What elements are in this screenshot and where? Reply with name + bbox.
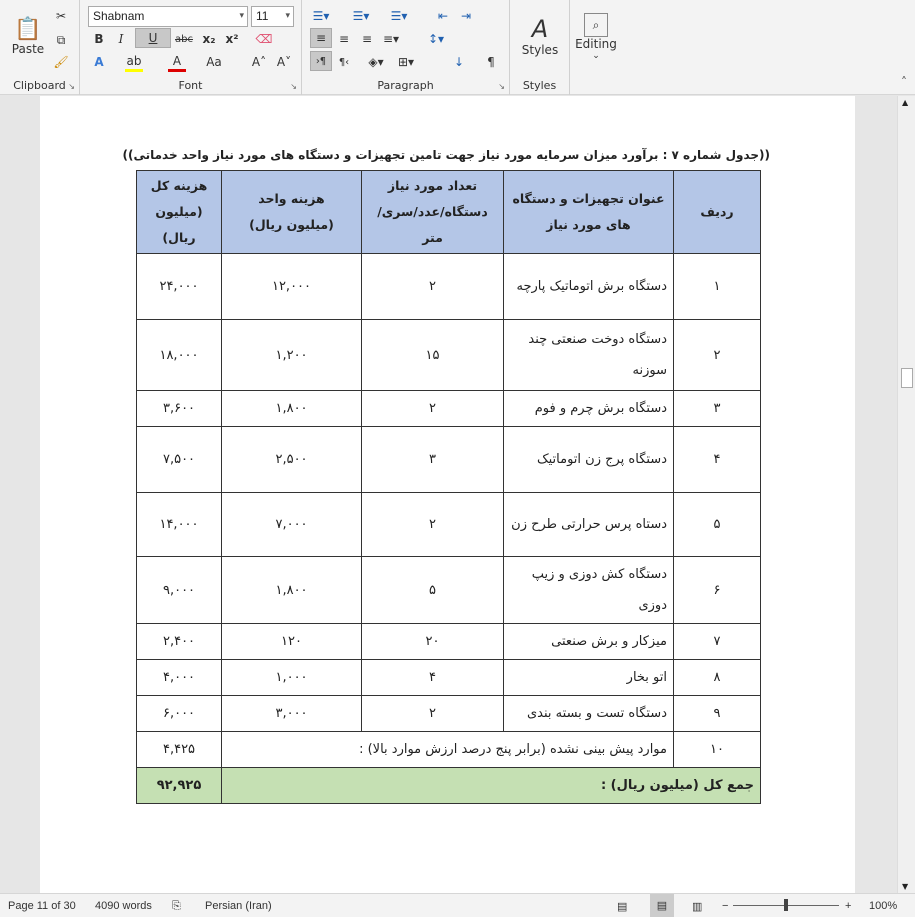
- cell-total-label: جمع کل (میلیون ریال) :: [222, 768, 761, 804]
- font-name-select[interactable]: Shabnam ▾: [88, 6, 248, 27]
- cell-total-value: ۹۲,۹۲۵: [137, 768, 222, 804]
- cell-unit-cost: ۲,۵۰۰: [222, 427, 362, 493]
- cell-total-cost: ۲,۴۰۰: [137, 624, 222, 660]
- cell-quantity: ۲: [362, 391, 504, 427]
- line-spacing-icon[interactable]: ↕▾: [427, 32, 445, 46]
- cell-equipment-title: دستگاه پرج زن اتوماتیک: [504, 427, 674, 493]
- status-bar: [0, 893, 915, 917]
- styles-label: Styles: [522, 79, 557, 92]
- cell-quantity: ۴: [362, 660, 504, 696]
- font-label: Font: [178, 79, 203, 92]
- justify-icon[interactable]: ≡▾: [382, 32, 400, 46]
- table-row: [137, 624, 761, 660]
- cell-unit-cost: ۳,۰۰۰: [222, 696, 362, 732]
- cell-row-number: ۸: [674, 660, 761, 696]
- decrease-indent-icon[interactable]: ⇤: [437, 9, 449, 23]
- cell-quantity: ۱۵: [362, 320, 504, 391]
- cell-unit-cost: ۱۲,۰۰۰: [222, 254, 362, 320]
- dialog-launcher-icon[interactable]: ↘: [498, 82, 505, 91]
- ltr-direction-icon[interactable]: ›¶: [310, 51, 332, 71]
- increase-indent-icon[interactable]: ⇥: [460, 9, 472, 23]
- sort-icon[interactable]: ↓: [453, 55, 465, 69]
- cell-quantity: ۲: [362, 696, 504, 732]
- cell-row-number: ۱۰: [674, 732, 761, 768]
- read-mode-icon[interactable]: ▤: [617, 901, 628, 913]
- cell-total-cost: ۱۴,۰۰۰: [137, 493, 222, 557]
- table-row: [137, 254, 761, 320]
- cell-unforeseen-label: موارد پیش بینی نشده (برابر پنج درصد ارزش موارد بالا) :: [222, 732, 674, 768]
- cell-unit-cost: ۷,۰۰۰: [222, 493, 362, 557]
- subscript-button[interactable]: x₂: [202, 32, 216, 46]
- zoom-slider[interactable]: [733, 905, 839, 906]
- cell-equipment-title: دستگاه برش اتوماتیک پارچه: [504, 254, 674, 320]
- cell-unit-cost: ۱,۸۰۰: [222, 391, 362, 427]
- cell-equipment-title: دستاه پرس حرارتی طرح زن: [504, 493, 674, 557]
- chevron-down-icon: ▾: [239, 10, 244, 20]
- superscript-button[interactable]: x²: [225, 32, 239, 46]
- table-row: [137, 427, 761, 493]
- cut-icon[interactable]: ✂: [55, 9, 67, 23]
- cell-unit-cost: ۱۲۰: [222, 624, 362, 660]
- strikethrough-button[interactable]: abc: [175, 33, 193, 45]
- page-count[interactable]: Page 11 of 30: [8, 900, 76, 912]
- styles-icon: A: [531, 14, 549, 43]
- clipboard-label: Clipboard: [13, 79, 66, 92]
- cell-equipment-title: میزکار و برش صنعتی: [504, 624, 674, 660]
- paragraph-label: Paragraph: [377, 79, 434, 92]
- underline-button[interactable]: U: [135, 28, 171, 48]
- zoom-level[interactable]: 100%: [869, 900, 898, 912]
- total-row: [137, 768, 761, 804]
- cell-unit-cost: ۱,۲۰۰: [222, 320, 362, 391]
- cell-row-number: ۴: [674, 427, 761, 493]
- header-unit-cost: هزینه واحد (میلیون ریال): [222, 171, 362, 254]
- proofing-icon[interactable]: ⎘: [172, 900, 181, 912]
- cell-equipment-title: دستگاه دوخت صنعتی چند سوزنه: [504, 320, 674, 391]
- web-layout-icon[interactable]: ▥: [692, 901, 703, 913]
- cell-total-cost: ۷,۵۰۰: [137, 427, 222, 493]
- align-left-icon[interactable]: ≡: [310, 28, 332, 48]
- styles-button[interactable]: A Styles: [521, 14, 559, 57]
- header-total-cost: هزینه کل (میلیون ریال): [137, 171, 222, 254]
- cell-quantity: ۲: [362, 493, 504, 557]
- table-row: [137, 493, 761, 557]
- rtl-direction-icon[interactable]: ¶‹: [338, 56, 350, 68]
- table-row: [137, 320, 761, 391]
- vertical-scrollbar[interactable]: [897, 96, 915, 893]
- cell-row-number: ۳: [674, 391, 761, 427]
- cell-equipment-title: دستگاه کش دوزی و زیپ دوزی: [504, 557, 674, 624]
- table-row: [137, 557, 761, 624]
- cell-row-number: ۹: [674, 696, 761, 732]
- multilevel-list-icon[interactable]: ☰▾: [390, 9, 408, 23]
- cell-equipment-title: اتو بخار: [504, 660, 674, 696]
- header-quantity: تعداد مورد نیاز دستگاه/عدد/سری/متر: [362, 171, 504, 254]
- paste-button[interactable]: 📋 Paste: [11, 16, 45, 56]
- cell-total-cost: ۹,۰۰۰: [137, 557, 222, 624]
- cell-unforeseen-value: ۴,۴۲۵: [137, 732, 222, 768]
- clear-formatting-icon[interactable]: ⌫: [255, 32, 273, 46]
- highlight-icon[interactable]: ab: [125, 52, 143, 72]
- align-center-icon[interactable]: ≡: [338, 32, 350, 46]
- cell-row-number: ۶: [674, 557, 761, 624]
- font-group: [80, 0, 302, 95]
- header-row-number: ردیف: [674, 171, 761, 254]
- scroll-up-icon[interactable]: ▲: [902, 98, 909, 107]
- collapse-ribbon-icon[interactable]: ˄: [901, 75, 907, 89]
- scroll-down-icon[interactable]: ▼: [902, 882, 909, 891]
- cell-total-cost: ۴,۰۰۰: [137, 660, 222, 696]
- cell-row-number: ۵: [674, 493, 761, 557]
- align-right-icon[interactable]: ≡: [361, 32, 373, 46]
- grow-font-button[interactable]: A˄: [251, 55, 267, 69]
- cell-row-number: ۷: [674, 624, 761, 660]
- shading-icon[interactable]: ◈▾: [368, 55, 384, 69]
- search-icon: ⌕: [584, 13, 608, 37]
- scrollbar-thumb[interactable]: [901, 368, 913, 388]
- font-size-select[interactable]: 11 ▾: [251, 6, 294, 27]
- zoom-out-button[interactable]: −: [722, 900, 729, 912]
- print-layout-icon[interactable]: ▤: [650, 894, 674, 917]
- table-row: [137, 696, 761, 732]
- format-painter-icon[interactable]: 🖌: [53, 55, 69, 69]
- zoom-in-button[interactable]: +: [845, 900, 852, 912]
- word-count[interactable]: 4090 words: [95, 900, 152, 912]
- cell-unit-cost: ۱,۰۰۰: [222, 660, 362, 696]
- copy-icon[interactable]: ⧉: [56, 32, 66, 47]
- cell-row-number: ۲: [674, 320, 761, 391]
- bullets-icon[interactable]: ☰▾: [312, 9, 330, 23]
- font-color-icon[interactable]: A: [168, 52, 186, 72]
- cell-total-cost: ۳,۶۰۰: [137, 391, 222, 427]
- cell-quantity: ۲: [362, 254, 504, 320]
- editing-button[interactable]: ⌕ Editing ⌄: [574, 6, 618, 68]
- cell-total-cost: ۶,۰۰۰: [137, 696, 222, 732]
- cell-quantity: ۳: [362, 427, 504, 493]
- header-equipment-title: عنوان تجهیزات و دستگاه های مورد نیاز: [504, 171, 674, 254]
- cell-equipment-title: دستگاه تست و بسته بندی: [504, 696, 674, 732]
- styles-group: [510, 0, 570, 95]
- shrink-font-button[interactable]: A˅: [276, 55, 292, 69]
- bold-button[interactable]: B: [94, 32, 104, 46]
- table-row: [137, 391, 761, 427]
- borders-icon[interactable]: ⊞▾: [397, 55, 415, 69]
- italic-button[interactable]: I: [118, 32, 124, 46]
- clipboard-icon: 📋: [14, 16, 42, 42]
- cell-quantity: ۲۰: [362, 624, 504, 660]
- page: [40, 96, 855, 893]
- table-header-row: [137, 171, 761, 254]
- paragraph-group: [302, 0, 510, 95]
- unforeseen-row: [137, 732, 761, 768]
- table-row: [137, 660, 761, 696]
- cell-equipment-title: دستگاه برش چرم و فوم: [504, 391, 674, 427]
- clipboard-group: [0, 0, 80, 95]
- chevron-down-icon: ⌄: [592, 51, 600, 61]
- document-area: [0, 96, 897, 893]
- language[interactable]: Persian (Iran): [205, 900, 272, 912]
- zoom-slider-thumb[interactable]: [784, 899, 788, 911]
- cell-total-cost: ۲۴,۰۰۰: [137, 254, 222, 320]
- numbering-icon[interactable]: ☰▾: [352, 9, 370, 23]
- text-effects-icon[interactable]: A: [94, 55, 104, 69]
- cost-table: [136, 170, 761, 804]
- change-case-button[interactable]: Aa: [206, 55, 222, 69]
- show-formatting-icon[interactable]: ¶: [487, 55, 495, 69]
- cell-total-cost: ۱۸,۰۰۰: [137, 320, 222, 391]
- cell-row-number: ۱: [674, 254, 761, 320]
- ribbon: [0, 0, 915, 95]
- cell-quantity: ۵: [362, 557, 504, 624]
- table-caption: ((جدول شماره ۷ : برآورد میزان سرمایه مورد نیاز جهت تامین تجهیزات و دستگاه های مورد نیاز واحد خدماتی)): [122, 148, 770, 162]
- chevron-down-icon: ▾: [285, 10, 290, 20]
- cell-unit-cost: ۱,۸۰۰: [222, 557, 362, 624]
- dialog-launcher-icon[interactable]: ↘: [290, 82, 297, 91]
- dialog-launcher-icon[interactable]: ↘: [68, 82, 75, 91]
